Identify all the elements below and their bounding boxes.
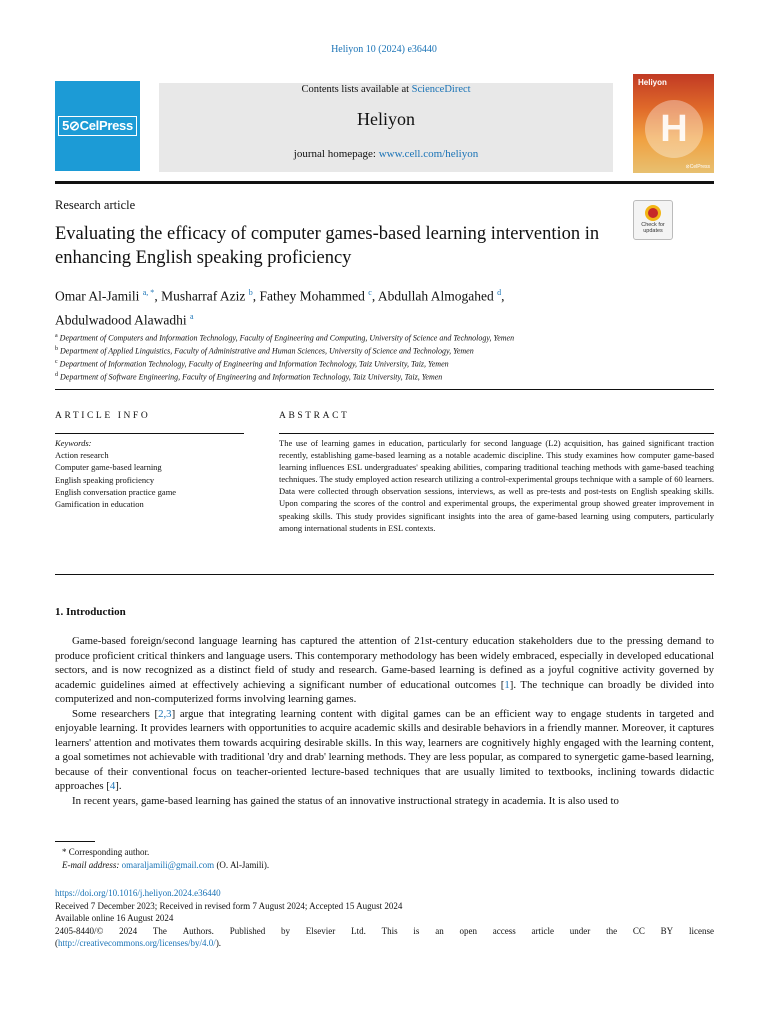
license-word: access (492, 925, 516, 936)
doi-link[interactable]: https://doi.org/10.1016/j.heliyon.2024.e36440 (55, 888, 221, 898)
license-statement (55, 925, 714, 938)
keyword-item[interactable]: English speaking proficiency (55, 474, 155, 485)
affiliation-text: Department of Software Engineering, Faculty of Engineering and Information Technology, Taiz University, Taiz, Yemen (60, 372, 443, 382)
affiliation-label: b (55, 345, 58, 352)
affiliation-label: a (55, 333, 58, 339)
license-word: CC (632, 925, 645, 936)
article-info-heading: ARTICLE INFO (55, 411, 151, 421)
license-word: BY (660, 925, 674, 936)
email-line: E-mail address: omaraljamili@gmail.com (O. Al-Jamili). (62, 859, 270, 870)
keyword-item[interactable]: Action research (55, 450, 109, 461)
affiliation-item (55, 357, 695, 370)
license-word: by (281, 925, 291, 936)
author-separator: , (371, 288, 378, 304)
keyword-item[interactable]: English conversation practice game (55, 486, 177, 497)
affiliation-text: Department of Information Technology, Faculty of Engineering and Information Technology, Taiz University, Taiz, Yemen (59, 359, 449, 369)
license-word: the (606, 925, 618, 936)
affiliation-item (55, 370, 695, 383)
citation-link[interactable]: 4 (109, 780, 116, 793)
divider (55, 389, 714, 390)
affiliation-item (55, 331, 695, 344)
check-updates-label-1: Check for (641, 222, 665, 228)
check-updates-icon (645, 205, 661, 221)
license-word: an (435, 925, 444, 936)
check-for-updates-button[interactable] (633, 200, 673, 240)
license-word: open (459, 925, 477, 936)
received-dates: Received 7 December 2023; Received in revised form 7 August 2024; Accepted 15 August 2024 (55, 900, 403, 911)
cover-emblem: H (645, 100, 703, 158)
cellpress-logo[interactable] (55, 81, 140, 171)
license-word: article (531, 925, 555, 936)
license-link-line: (http://creativecommons.org/licenses/by/4.0/). (55, 938, 222, 949)
footnote-divider (55, 841, 95, 842)
author-affiliation-marker[interactable]: d (497, 288, 502, 297)
license-word: The (152, 925, 167, 936)
article-title: Evaluating the efficacy of computer games-based learning intervention in enhancing English speaking proficiency (55, 224, 600, 268)
paragraph: In recent years, game-based learning has gained the status of an innovative instructional strategy in academia. It is also used to (72, 795, 619, 808)
journal-banner (159, 83, 613, 172)
author-name[interactable]: Abdulwadood Alawadhi (55, 312, 187, 327)
journal-citation[interactable]: Heliyon 10 (2024) e36440 (331, 44, 437, 55)
affiliations (55, 331, 695, 383)
license-word: This (381, 925, 398, 936)
author-name[interactable]: Musharraf Aziz (161, 288, 246, 304)
email-link[interactable]: omaraljamili@gmail.com (121, 859, 215, 870)
available-online: Available online 16 August 2024 (55, 913, 174, 924)
header-divider (55, 181, 714, 184)
license-word: 2405-8440/© (55, 925, 104, 936)
author-separator: , (252, 288, 260, 304)
author-affiliation-marker[interactable]: b (248, 288, 253, 297)
author-name[interactable]: Omar Al-Jamili (55, 288, 140, 304)
author-name[interactable]: Abdullah Almogahed (377, 288, 494, 304)
license-word: is (413, 925, 420, 936)
citation-link[interactable]: 2,3 (158, 707, 172, 720)
divider (55, 574, 714, 575)
paragraph: Some researchers [2,3] argue that integrating learning content with digital games can be an efficient way to engage students in targeted and enjoyable learning. It provides learners with opportunities to acquire academic skills and desirable behaviors in a friendly manner. Moreover, it captures learners' attention and motivates them towards acquiring desirable skills. In this way, learners are cognitively highly engaged with the learning content, a goal sometimes not achievable with traditional 'dry and drab' learning methods. They are less popular, as compared to synergetic game-based learning, because of their conventional focus on teacher-oriented lecture-based techniques that are usually limited to textbooks, inclining towards didactic approaches [4]. (55, 707, 714, 793)
author-list (55, 283, 675, 330)
affiliation-text: Department of Applied Linguistics, Faculty of Administrative and Human Sciences, University of Science and Technology, Yemen (60, 346, 474, 356)
license-link[interactable]: http://creativecommons.org/licenses/by/4.0/ (58, 938, 216, 949)
keywords-block (55, 437, 244, 510)
affiliation-item (55, 344, 695, 357)
author-affiliation-marker[interactable]: c (368, 288, 372, 297)
article-type: Research article (55, 198, 136, 212)
cover-publisher: ⊘CelPress (685, 164, 710, 170)
abstract-text: The use of learning games in education, particularly for second language (L2) acquisition, has gained significant traction recently, establishing game-based learning as a notable academic discipline. This study examines how computer game-based learning influences ESL undergraduates' speaking abilities, comparing traditional teaching methods with game-based teaching techniques. The study employed action research utilizing a control-experimental groups technique with a sample of 60 learners. Data were collected through observation sessions, interviews, as well as pre-tests and post-tests on English speaking skills. Upon comparing the scores of the control and experimental groups, the experimental group showed greater improvement in speaking skills. This study provides significant insights into the area of game-based learning using computers, particularly among international students in ESL contexts. (279, 438, 714, 533)
keywords-label: Keywords: (55, 438, 92, 448)
homepage-link[interactable]: www.cell.com/heliyon (378, 148, 479, 160)
license-word: Authors. (182, 925, 214, 936)
section-heading-introduction: 1. Introduction (55, 606, 126, 618)
divider (55, 433, 244, 434)
footnotes (62, 846, 269, 871)
abstract-heading: ABSTRACT (279, 411, 350, 421)
journal-header (55, 74, 714, 174)
paragraph: Game-based foreign/second language learning has captured the attention of 21st-century education stakeholders due to the pressing demand to produce proficient critical thinkers and language users. This contemporary methodology has been widely embraced, especially in developed educational sectors, and is now recognized as a distinct field of study and research. Game-based learning is defined as a joyful cognitive activity governed by academic guidelines aimed at effectively achieving a significant number of educational outcomes [1]. The technique can broadly be divided into computerized and non-computerized forms involving learning games. (55, 635, 714, 706)
homepage-line: journal homepage: www.cell.com/heliyon (293, 148, 479, 160)
author-name[interactable]: Fathey Mohammed (259, 288, 365, 304)
affiliation-text: Department of Computers and Information Technology, Faculty of Engineering and Computing, University of Science and Technology, Yemen (59, 333, 515, 343)
author-affiliation-marker[interactable]: a, * (142, 288, 155, 297)
author-affiliation-marker[interactable]: a (189, 311, 194, 321)
citation-link[interactable]: 1 (504, 678, 510, 691)
sciencedirect-link[interactable]: ScienceDirect (411, 84, 471, 95)
introduction-body (55, 634, 714, 809)
license-word: 2024 (119, 925, 138, 936)
author-separator: , (501, 288, 505, 304)
journal-cover-image[interactable] (633, 74, 714, 173)
keyword-item[interactable]: Gamification in education (55, 499, 144, 510)
journal-name: Heliyon (357, 109, 415, 129)
contents-line: Contents lists available at ScienceDirect (301, 84, 471, 95)
cover-title: Heliyon (638, 78, 667, 87)
divider (279, 433, 714, 434)
publication-info (55, 887, 714, 950)
affiliation-label: d (55, 371, 58, 378)
check-updates-label-2: updates (643, 228, 663, 234)
license-word: license (688, 925, 714, 936)
author-separator: , (154, 288, 162, 304)
license-word: under (569, 925, 591, 936)
affiliation-label: c (55, 358, 58, 365)
license-word: Published (229, 925, 266, 936)
license-word: Elsevier (305, 925, 336, 936)
corresponding-author-note: * Corresponding author. (62, 847, 150, 857)
keyword-item[interactable]: Computer game-based learning (55, 462, 162, 473)
cellpress-logo-text: 5⊘CelPress (58, 116, 137, 136)
license-word: Ltd. (351, 925, 366, 936)
